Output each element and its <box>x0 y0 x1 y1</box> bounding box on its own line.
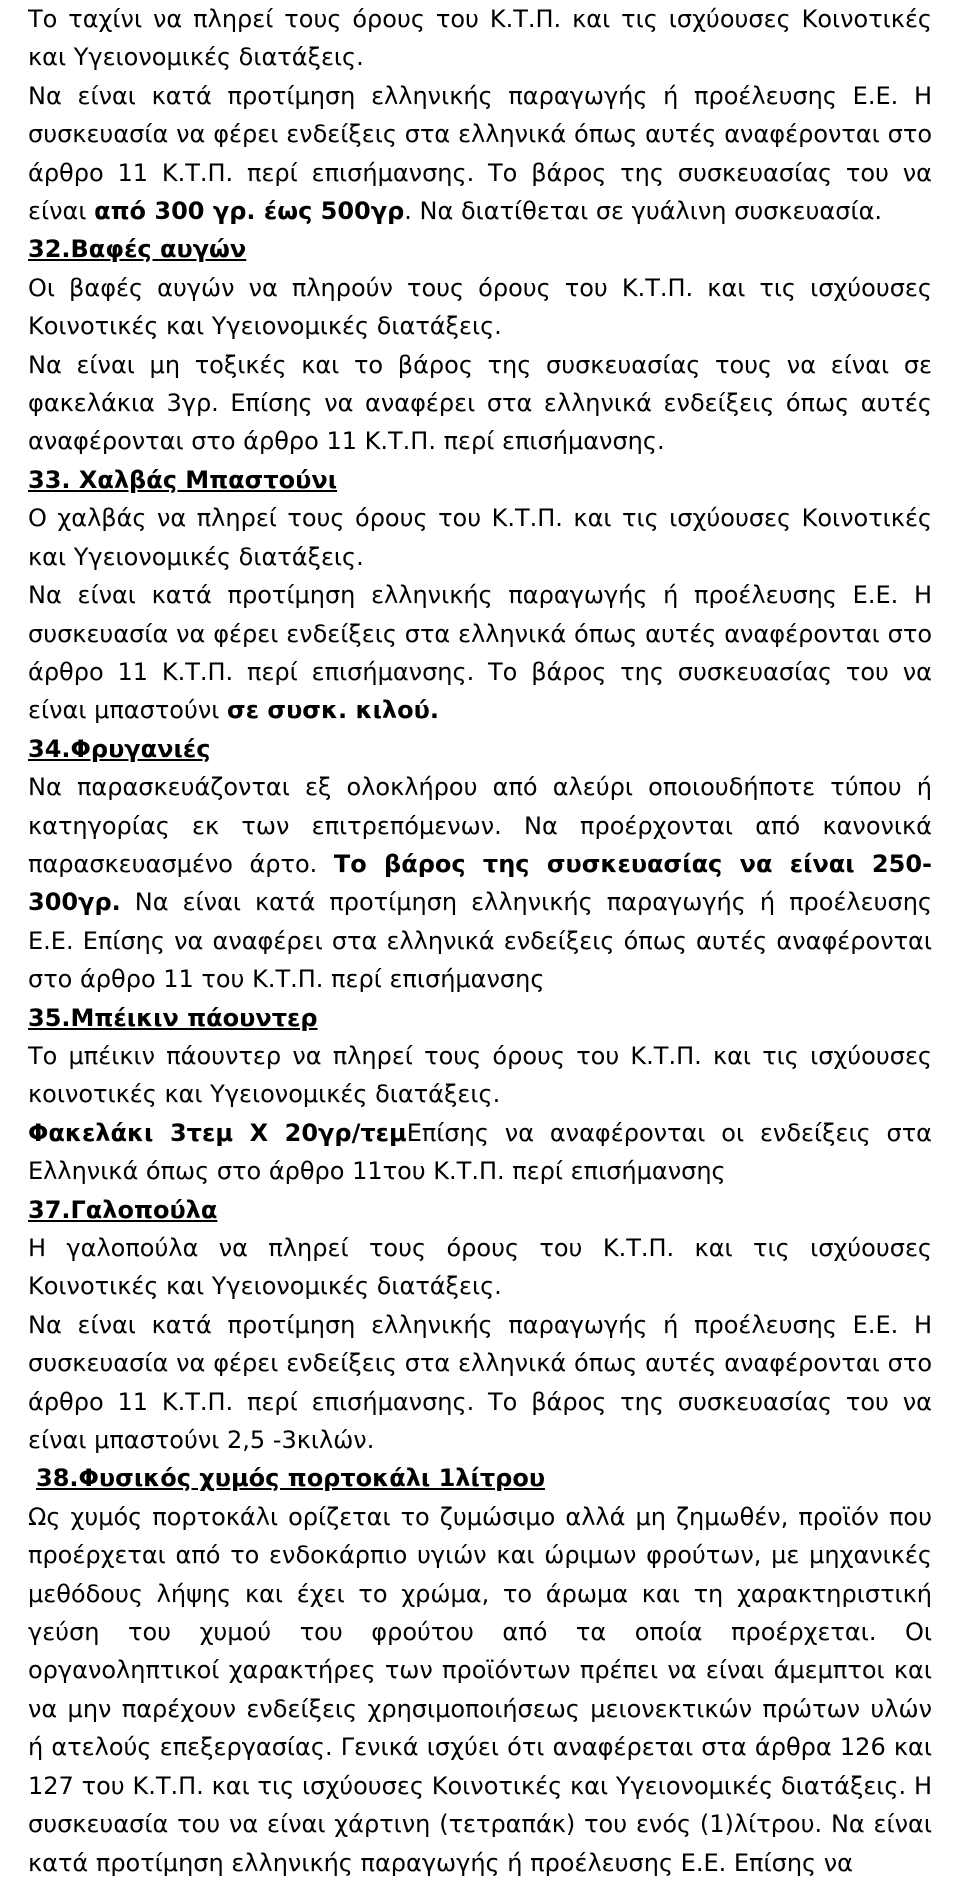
s35-paragraph-1: Το μπέικιν πάουντερ να πληρεί τους όρους του Κ.Τ.Π. και τις ισχύουσες κοινοτικές και Υγειονομικές διατάξεις. <box>28 1041 932 1109</box>
s32-paragraph-2: Να είναι μη τοξικές και το βάρος της συσκευασίας τους να είναι σε φακελάκια 3γρ. Επίσης να αναφέρει στα ελληνικά ενδείξεις όπως αυτές αναφέρονται στο άρθρο 11 Κ.Τ.Π. περί επισήμανσης. <box>28 350 932 456</box>
s34-heading: 34.Φρυγανιές <box>28 734 211 763</box>
s33-weight: σε συσκ. κιλού <box>227 696 430 725</box>
s33-heading: 33. Χαλβάς Μπαστούνι <box>28 465 338 494</box>
s35-package: Φακελάκι 3τεμ Χ 20γρ/τεμ <box>28 1118 407 1147</box>
s33-paragraph-2: Να είναι κατά προτίμηση ελληνικής παραγωγής ή προέλευσης Ε.Ε. Η συσκευασία να φέρει ενδείξεις στα ελληνικά όπως αυτές αναφέρονται στο άρθρο 11 Κ.Τ.Π. περί επισήμανσης. Το βάρος της συσκευασίας του να είναι μπαστούνι σε συσκ. κιλού. <box>28 581 932 725</box>
s31-weight-range: από 300 γρ. έως 500γρ <box>94 197 405 226</box>
s37-paragraph-2: Να είναι κατά προτίμηση ελληνικής παραγωγής ή προέλευσης Ε.Ε. Η συσκευασία να φέρει ενδείξεις στα ελληνικά όπως αυτές αναφέρονται στο άρθρο 11 Κ.Τ.Π. περί επισήμανσης. Το βάρος της συσκευασίας του να είναι μπαστούνι 2,5 -3κιλών. <box>28 1310 932 1455</box>
s34-weight: Το βάρος της συσκευασίας να είναι 250-300γρ. <box>28 849 932 917</box>
s37-paragraph-1: Η γαλοπούλα να πληρεί τους όρους του Κ.Τ.Π. και τις ισχύουσες Κοινοτικές και Υγειονομικές διατάξεις. <box>28 1234 932 1301</box>
s35-paragraph-2: Φακελάκι 3τεμ Χ 20γρ/τεμΕπίσης να αναφέρονται οι ενδείξεις στα Ελληνικά όπως στο άρθρο 11του Κ.Τ.Π. περί επισήμανσης <box>28 1118 932 1186</box>
s35-heading: 35.Μπέικιν πάουντερ <box>28 1003 318 1032</box>
s32-paragraph-1: Οι βαφές αυγών να πληρούν τους όρους του Κ.Τ.Π. και τις ισχύουσες Κοινοτικές και Υγειονομικές διατάξεις. <box>28 273 932 341</box>
s34-paragraph-1: Να παρασκευάζονται εξ ολοκλήρου από αλεύρι οποιουδήποτε τύπου ή κατηγορίας εκ των επιτρεπόμενων. Να προέρχονται από κανονικά παρασκευασμένο άρτο. Το βάρος της συσκευασίας να είναι 250-300γρ. Να είναι κατά προτίμηση ελληνικής παραγωγής ή προέλευσης Ε.Ε. Επίσης να αναφέρει στα ελληνικά ενδείξεις όπως αυτές αναφέρονται στο άρθρο 11 του Κ.Τ.Π. περί επισήμανσης <box>28 773 932 994</box>
s38-heading: 38.Φυσικός χυμός πορτοκάλι 1λίτρου <box>36 1464 546 1493</box>
s38-paragraph-1: Ως χυμός πορτοκάλι ορίζεται το ζυμώσιμο αλλά μη ζημωθέν, προϊόν που προέρχεται από το ενδοκάρπιο υγιών και ώριμων φρούτων, με μηχανικές μεθόδους λήψης και έχει το χρώμα, το άρωμα και τη χαρακτηριστική γεύση του χυμού του φρούτου από τα οποία προέρχεται. Οι οργανοληπτικοί χαρακτήρες των προϊόντων πρέπει να είναι άμεμπτοι και να μην παρέχουν ενδείξεις χρησιμοποιήσεως μειονεκτικών πρώτων υλών ή ατελούς επεξεργασίας. Γενικά ισχύει ότι αναφέρεται στα άρθρα 126 και 127 του Κ.Τ.Π. και τις ισχύουσες Κοινοτικές και Υγειονομικές διατάξεις. Η συσκευασία του να είναι χάρτινη (τετραπάκ) του ενός (1)λίτρου. Να είναι κατά προτίμηση ελληνικής παραγωγής ή προέλευσης Ε.Ε. Επίσης να <box>28 1502 932 1877</box>
s31-paragraph-1: Το ταχίνι να πληρεί τους όρους του Κ.Τ.Π. και τις ισχύουσες Κοινοτικές και Υγειονομικές διατάξεις. <box>28 5 932 72</box>
s37-heading: 37.Γαλοπούλα <box>28 1195 218 1224</box>
s33-paragraph-1: Ο χαλβάς να πληρεί τους όρους του Κ.Τ.Π. και τις ισχύουσες Κοινοτικές και Υγειονομικές διατάξεις. <box>28 504 932 571</box>
document-page <box>28 0 932 1882</box>
s32-heading: 32.Βαφές αυγών <box>28 235 247 264</box>
s31-paragraph-2: Να είναι κατά προτίμηση ελληνικής παραγωγής ή προέλευσης Ε.Ε. Η συσκευασία να φέρει ενδείξεις στα ελληνικά όπως αυτές αναφέρονται στο άρθρο 11 Κ.Τ.Π. περί επισήμανσης. Το βάρος της συσκευασίας του να είναι από 300 γρ. έως 500γρ. Να διατίθεται σε γυάλινη συσκευασία. <box>28 81 932 226</box>
